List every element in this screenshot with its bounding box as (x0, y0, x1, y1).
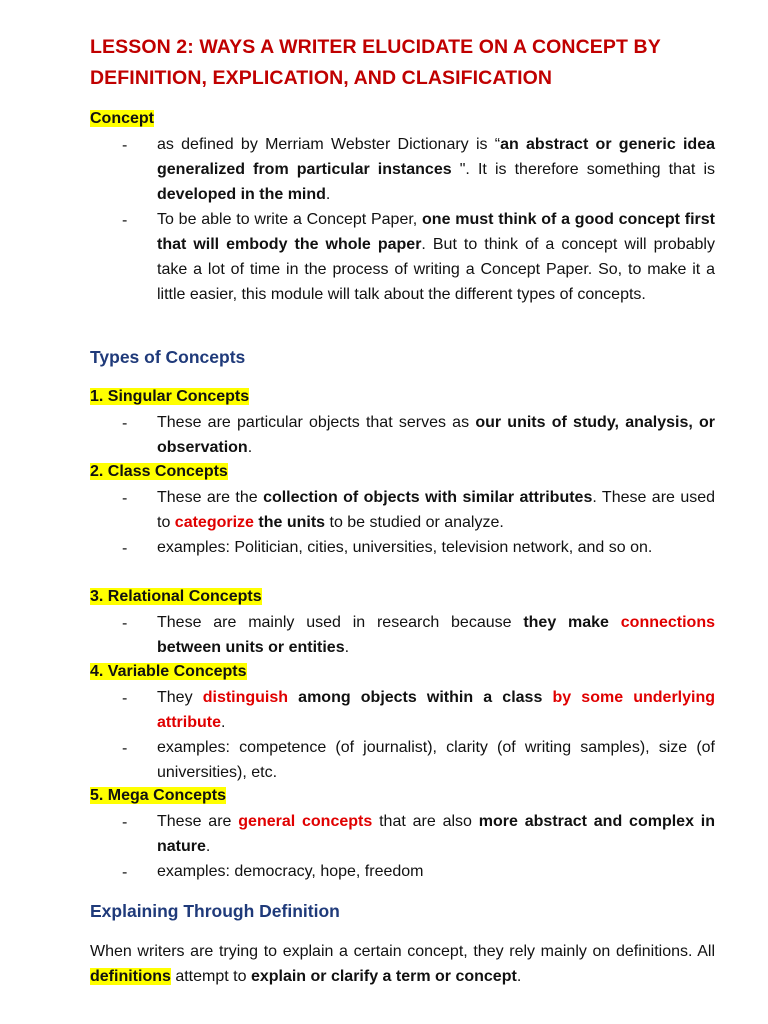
relational-concepts-label: 3. Relational Concepts (90, 588, 262, 605)
relational-concepts-item: These are mainly used in research because they make connections between units or entities. (157, 614, 715, 656)
bullet-dash: - (122, 814, 128, 831)
mega-concepts-item: These are general concepts that are also more abstract and complex in nature. (157, 813, 716, 855)
bullet-dash: - (122, 415, 128, 432)
variable-concepts-item: They distinguish among objects within a class by some underlying attribute. (157, 689, 716, 731)
singular-concepts-label: 1. Singular Concepts (90, 388, 250, 405)
concept-paper-item: To be able to write a Concept Paper, one must think of a good concept first that will embody the whole paper. But to think of a concept will probably take a lot of time in the process of writing a Concept Paper. So, to make it a little easier, this module will talk about the different types of concepts. (157, 211, 716, 303)
explaining-through-definition-heading: Explaining Through Definition (90, 901, 340, 921)
variable-concepts-examples: examples: competence (of journalist), clarity (of writing samples), size (of universities), etc. (157, 739, 715, 781)
bullet-dash: - (122, 615, 128, 632)
bullet-dash: - (122, 212, 128, 229)
mega-concepts-label: 5. Mega Concepts (90, 787, 227, 804)
class-concepts-label: 2. Class Concepts (90, 463, 228, 480)
bullet-dash: - (122, 137, 128, 154)
definition-paragraph: When writers are trying to explain a certain concept, they rely mainly on definitions. All definitions attempt to explain or clarify a term or concept. (90, 943, 715, 985)
bullet-dash: - (122, 864, 128, 881)
bullet-dash: - (122, 740, 128, 757)
bullet-dash: - (122, 690, 128, 707)
class-concepts-examples: examples: Politician, cities, universities, television network, and so on. (157, 539, 653, 556)
bullet-dash: - (122, 490, 128, 507)
lesson-title: LESSON 2: WAYS A WRITER ELUCIDATE ON A CONCEPT BY DEFINITION, EXPLICATION, AND CLASIFICATION (90, 36, 661, 89)
singular-concepts-item: These are particular objects that serves as our units of study, analysis, or observation. (157, 414, 716, 456)
types-of-concepts-heading: Types of Concepts (90, 347, 246, 367)
bullet-dash: - (122, 540, 128, 557)
concept-label: Concept (90, 110, 154, 127)
class-concepts-item: These are the collection of objects with similar attributes. These are used to categorize the units to be studied or analyze. (157, 489, 716, 531)
concept-definition-item: as defined by Merriam Webster Dictionary is “an abstract or generic idea generalized from particular instances ". It is therefore something that is developed in the mind. (157, 136, 715, 203)
variable-concepts-label: 4. Variable Concepts (90, 663, 247, 680)
mega-concepts-examples: examples: democracy, hope, freedom (157, 863, 424, 880)
